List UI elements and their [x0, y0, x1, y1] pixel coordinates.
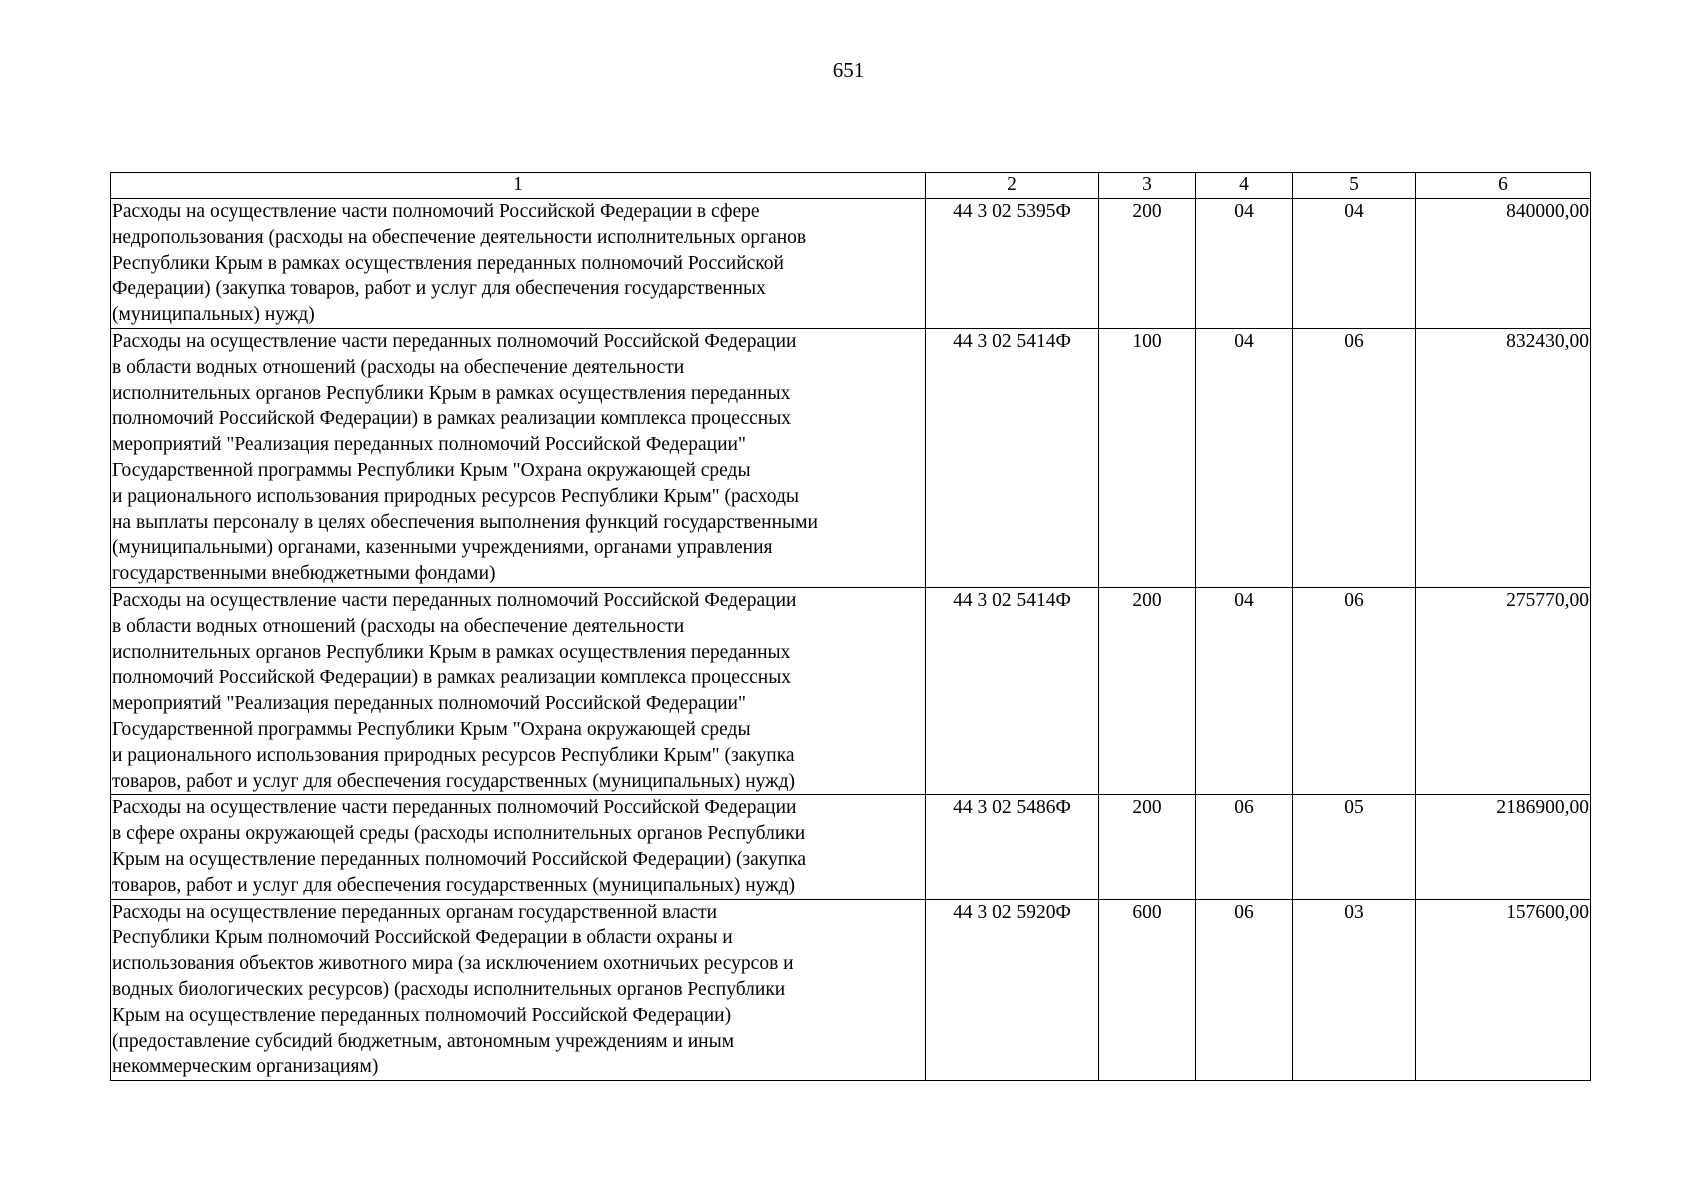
expense-description — [111, 199, 926, 329]
description-line: Расходы на осуществление части переданных полномочий Российской Федерации — [112, 797, 797, 819]
section-cell: 04 — [1196, 199, 1293, 329]
description-line: исполнительных органов Республики Крым в рамках осуществления переданных — [112, 641, 791, 663]
description-line: полномочий Российской Федерации) в рамках реализации комплекса процессных — [112, 408, 792, 430]
description-line: мероприятий "Реализация переданных полномочий Российской Федерации" — [112, 693, 746, 715]
description-line: в области водных отношений (расходы на обеспечение деятельности — [112, 615, 685, 637]
subsection-cell: 04 — [1293, 199, 1416, 329]
subsection-cell: 03 — [1293, 899, 1416, 1081]
description-line: в сфере охраны окружающей среды (расходы исполнительных органов Республики — [112, 823, 806, 845]
description-line: Государственной программы Республики Крым "Охрана окружающей среды — [112, 718, 751, 740]
description-line: Расходы на осуществление переданных органам государственной власти — [112, 901, 718, 923]
description-line: недропользования (расходы на обеспечение деятельности исполнительных органов — [112, 226, 807, 248]
description-line: Крым на осуществление переданных полномочий Российской Федерации) (закупка — [112, 848, 807, 870]
amount-cell: 832430,00 — [1416, 328, 1591, 587]
table-row — [111, 899, 1591, 1081]
description-line: Федерации) (закупка товаров, работ и услуг для обеспечения государственных — [112, 278, 766, 300]
budget-table — [110, 172, 1591, 1081]
amount-cell: 2186900,00 — [1416, 795, 1591, 899]
expense-description — [111, 795, 926, 899]
description-line: товаров, работ и услуг для обеспечения государственных (муниципальных) нужд) — [112, 874, 796, 896]
section-cell: 04 — [1196, 328, 1293, 587]
column-header-5: 5 — [1293, 173, 1416, 199]
target-code-cell: 44 3 02 5920Ф — [926, 899, 1099, 1081]
table-row — [111, 587, 1591, 794]
section-cell: 04 — [1196, 587, 1293, 794]
description-line: и рационального использования природных ресурсов Республики Крым" (расходы — [112, 485, 800, 507]
expense-type-cell: 200 — [1099, 199, 1196, 329]
description-line: Расходы на осуществление части переданных полномочий Российской Федерации — [112, 589, 797, 611]
expense-description — [111, 328, 926, 587]
subsection-cell: 05 — [1293, 795, 1416, 899]
description-line: государственными внебюджетными фондами) — [112, 563, 496, 585]
description-line: в области водных отношений (расходы на обеспечение деятельности — [112, 356, 685, 378]
description-line: (муниципальных) нужд) — [112, 304, 315, 326]
description-line: и рационального использования природных ресурсов Республики Крым" (закупка — [112, 744, 795, 766]
expense-description — [111, 587, 926, 794]
description-line: некоммерческим организациям) — [112, 1056, 379, 1078]
description-line: товаров, работ и услуг для обеспечения государственных (муниципальных) нужд) — [112, 770, 796, 792]
section-cell: 06 — [1196, 899, 1293, 1081]
subsection-cell: 06 — [1293, 328, 1416, 587]
description-line: Государственной программы Республики Крым "Охрана окружающей среды — [112, 459, 751, 481]
table-body — [111, 199, 1591, 1081]
description-line: Расходы на осуществление части полномочий Российской Федерации в сфере — [112, 201, 760, 222]
description-line: исполнительных органов Республики Крым в рамках осуществления переданных — [112, 382, 791, 404]
description-line: полномочий Российской Федерации) в рамках реализации комплекса процессных — [112, 667, 792, 689]
target-code-cell: 44 3 02 5395Ф — [926, 199, 1099, 329]
expense-type-cell: 100 — [1099, 328, 1196, 587]
description-line: мероприятий "Реализация переданных полномочий Российской Федерации" — [112, 434, 746, 456]
target-code-cell: 44 3 02 5414Ф — [926, 587, 1099, 794]
target-code-cell: 44 3 02 5486Ф — [926, 795, 1099, 899]
amount-cell: 157600,00 — [1416, 899, 1591, 1081]
description-line: использования объектов животного мира (за исключением охотничьих ресурсов и — [112, 953, 794, 975]
expense-type-cell: 600 — [1099, 899, 1196, 1081]
table-row — [111, 328, 1591, 587]
description-line: Расходы на осуществление части переданных полномочий Российской Федерации — [112, 330, 797, 352]
expense-description — [111, 899, 926, 1081]
description-line: водных биологических ресурсов) (расходы исполнительных органов Республики — [112, 978, 786, 1000]
page-number: 651 — [832, 58, 865, 82]
column-header-4: 4 — [1196, 173, 1293, 199]
target-code-cell: 44 3 02 5414Ф — [926, 328, 1099, 587]
table-row — [111, 795, 1591, 899]
expense-type-cell: 200 — [1099, 587, 1196, 794]
table-row — [111, 199, 1591, 329]
table-header-row — [111, 173, 1591, 199]
column-header-3: 3 — [1099, 173, 1196, 199]
amount-cell: 840000,00 — [1416, 199, 1591, 329]
column-header-1: 1 — [111, 173, 926, 199]
expense-type-cell: 200 — [1099, 795, 1196, 899]
description-line: Крым на осуществление переданных полномочий Российской Федерации) — [112, 1004, 732, 1026]
amount-cell: 275770,00 — [1416, 587, 1591, 794]
description-line: Республики Крым полномочий Российской Федерации в области охраны и — [112, 927, 733, 949]
description-line: (муниципальными) органами, казенными учреждениями, органами управления — [112, 537, 773, 559]
description-line: на выплаты персоналу в целях обеспечения выполнения функций государственными — [112, 511, 818, 533]
description-line: Республики Крым в рамках осуществления переданных полномочий Российской — [112, 252, 784, 274]
column-header-2: 2 — [926, 173, 1099, 199]
column-header-6: 6 — [1416, 173, 1591, 199]
subsection-cell: 06 — [1293, 587, 1416, 794]
description-line: (предоставление субсидий бюджетным, автономным учреждениям и иным — [112, 1030, 735, 1052]
section-cell: 06 — [1196, 795, 1293, 899]
